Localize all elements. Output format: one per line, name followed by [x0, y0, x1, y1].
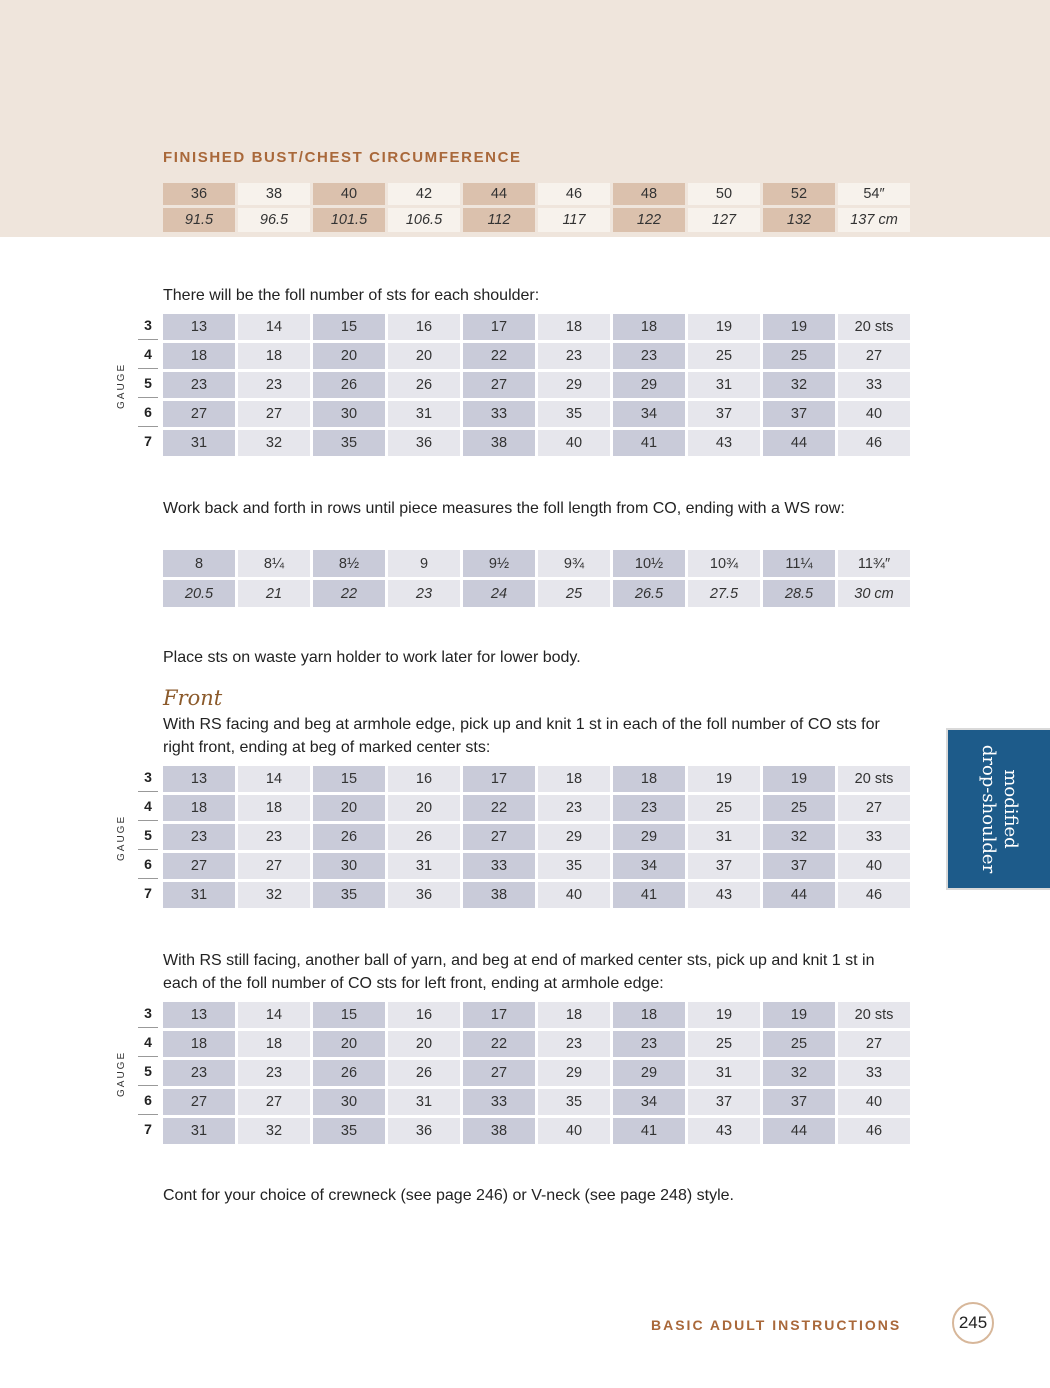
table-cell: 34 [613, 853, 685, 879]
table-cell: 23 [163, 372, 235, 398]
chapter-tab-line: drop-shoulder [978, 744, 999, 874]
table-cell: 37 [763, 401, 835, 427]
table-cell: 36 [163, 183, 235, 205]
table-cell: 44 [463, 183, 535, 205]
table-cell: 37 [688, 1089, 760, 1115]
table-cell: 20 [388, 343, 460, 369]
table-cell: 18 [238, 795, 310, 821]
table-cell: 46 [838, 430, 910, 456]
table-cell: 18 [238, 343, 310, 369]
table-row [163, 1060, 910, 1086]
table-cell: 23 [538, 795, 610, 821]
table-cell: 23 [163, 1060, 235, 1086]
table-cell: 32 [238, 430, 310, 456]
table-cell: 29 [538, 1060, 610, 1086]
table-cell: 9½ [463, 550, 535, 577]
length-cm-row [163, 580, 910, 607]
table-cell: 38 [463, 430, 535, 456]
table-cell: 36 [388, 430, 460, 456]
table-cell: 112 [463, 208, 535, 232]
table-cell: 25 [688, 795, 760, 821]
table-cell: 18 [163, 1031, 235, 1057]
gauge-number: 6 [136, 850, 160, 879]
table-cell: 26 [313, 1060, 385, 1086]
table-cell: 31 [388, 1089, 460, 1115]
table-cell: 27 [838, 1031, 910, 1057]
table-cell: 33 [463, 401, 535, 427]
table-cell: 33 [838, 372, 910, 398]
running-footer: BASIC ADULT INSTRUCTIONS [651, 1317, 902, 1333]
table-cell: 31 [388, 401, 460, 427]
table-cell: 23 [613, 795, 685, 821]
table-cell: 22 [463, 1031, 535, 1057]
table-cell: 30 [313, 401, 385, 427]
table-cell: 32 [763, 372, 835, 398]
table-row [163, 1089, 910, 1115]
table-cell: 40 [838, 1089, 910, 1115]
chapter-tab-label [977, 729, 1021, 889]
table-row [163, 430, 910, 456]
left-front-instructions: With RS still facing, another ball of yarn, and beg at end of marked center sts, pick up and knit 1 st in each of the foll number of CO sts for left front, ending at armhole edge: [163, 952, 875, 992]
table-cell: 22 [313, 580, 385, 607]
table-cell: 31 [388, 853, 460, 879]
table-cell: 26 [313, 824, 385, 850]
right-front-instructions: With RS facing and beg at armhole edge, pick up and knit 1 st in each of the foll number of CO sts for right front, ending at beg of marked center sts: [163, 716, 880, 756]
table-cell: 44 [763, 882, 835, 908]
table-cell: 35 [538, 401, 610, 427]
table-cell: 28.5 [763, 580, 835, 607]
table-cell: 18 [613, 766, 685, 792]
table-cell: 43 [688, 430, 760, 456]
table-cell: 31 [688, 824, 760, 850]
table-cell: 33 [838, 1060, 910, 1086]
table-cell: 19 [763, 766, 835, 792]
table-row [163, 314, 910, 340]
table-cell: 31 [163, 882, 235, 908]
table-cell: 34 [613, 1089, 685, 1115]
table-cell: 20 sts [838, 766, 910, 792]
table-cell: 35 [313, 1118, 385, 1144]
table-cell: 23 [163, 824, 235, 850]
table-cell: 27 [838, 343, 910, 369]
table-cell: 22 [463, 795, 535, 821]
table-cell: 20 [313, 795, 385, 821]
table-cell: 13 [163, 314, 235, 340]
table-cell: 41 [613, 1118, 685, 1144]
table-cell: 17 [463, 1002, 535, 1028]
table-cell: 29 [538, 372, 610, 398]
table-cell: 11¼ [763, 550, 835, 577]
gauge-numbers [136, 311, 160, 456]
table-cell: 26 [388, 372, 460, 398]
table-cell: 19 [763, 314, 835, 340]
right-front-sts-table [160, 763, 913, 911]
table-cell: 43 [688, 1118, 760, 1144]
table-cell: 24 [463, 580, 535, 607]
table-cell: 38 [463, 882, 535, 908]
table-cell: 27.5 [688, 580, 760, 607]
table-cell: 44 [763, 430, 835, 456]
table-cell: 122 [613, 208, 685, 232]
table-cell: 27 [163, 401, 235, 427]
table-row [163, 343, 910, 369]
table-cell: 11¾″ [838, 550, 910, 577]
gauge-number: 4 [136, 1028, 160, 1057]
table-cell: 16 [388, 766, 460, 792]
table-cell: 18 [538, 766, 610, 792]
table-cell: 10¾ [688, 550, 760, 577]
table-cell: 37 [763, 1089, 835, 1115]
table-cell: 25 [763, 795, 835, 821]
table-cell: 29 [613, 1060, 685, 1086]
table-cell: 37 [688, 853, 760, 879]
table-cell: 29 [538, 824, 610, 850]
holder-instructions: Place sts on waste yarn holder to work later for lower body. [163, 649, 581, 666]
table-cell: 40 [838, 401, 910, 427]
table-cell: 25 [763, 343, 835, 369]
gauge-number: 7 [144, 433, 152, 449]
table-cell: 32 [763, 824, 835, 850]
table-cell: 15 [313, 766, 385, 792]
table-cell: 35 [313, 882, 385, 908]
table-cell: 32 [763, 1060, 835, 1086]
gauge-number: 7 [144, 1121, 152, 1137]
table-cell: 18 [613, 314, 685, 340]
neckline-instructions: Cont for your choice of crewneck (see page 246) or V-neck (see page 248) style. [163, 1187, 734, 1204]
table-cell: 38 [463, 1118, 535, 1144]
table-cell: 40 [538, 1118, 610, 1144]
table-cell: 22 [463, 343, 535, 369]
left-front-sts-table [160, 999, 913, 1147]
table-cell: 20.5 [163, 580, 235, 607]
table-cell: 96.5 [238, 208, 310, 232]
table-cell: 27 [838, 795, 910, 821]
table-cell: 20 [388, 795, 460, 821]
table-cell: 40 [538, 882, 610, 908]
table-cell: 44 [763, 1118, 835, 1144]
table-cell: 101.5 [313, 208, 385, 232]
table-row [163, 882, 910, 908]
gauge-numbers [136, 763, 160, 908]
table-cell: 9¾ [538, 550, 610, 577]
table-cell: 48 [613, 183, 685, 205]
gauge-number: 3 [136, 999, 160, 1028]
table-cell: 36 [388, 1118, 460, 1144]
table-cell: 29 [613, 372, 685, 398]
table-cell: 46 [838, 882, 910, 908]
table-cell: 127 [688, 208, 760, 232]
table-cell: 14 [238, 766, 310, 792]
table-cell: 26.5 [613, 580, 685, 607]
table-cell: 91.5 [163, 208, 235, 232]
table-cell: 132 [763, 208, 835, 232]
table-cell: 8¼ [238, 550, 310, 577]
bust-cm-row [163, 208, 910, 232]
table-cell: 23 [238, 1060, 310, 1086]
table-cell: 33 [463, 853, 535, 879]
gauge-number: 3 [136, 763, 160, 792]
table-cell: 31 [163, 1118, 235, 1144]
table-cell: 27 [238, 401, 310, 427]
table-cell: 25 [763, 1031, 835, 1057]
table-cell: 38 [238, 183, 310, 205]
length-inches-row [163, 550, 910, 577]
table-cell: 18 [613, 1002, 685, 1028]
table-row [163, 1002, 910, 1028]
table-row [163, 853, 910, 879]
gauge-number: 5 [136, 821, 160, 850]
gauge-label: GAUGE [116, 1050, 127, 1097]
shoulder-sts-table [160, 311, 913, 459]
table-cell: 43 [688, 882, 760, 908]
table-cell: 52 [763, 183, 835, 205]
table-cell: 35 [313, 430, 385, 456]
table-cell: 20 [313, 343, 385, 369]
table-cell: 23 [538, 343, 610, 369]
table-row [163, 1118, 910, 1144]
table-cell: 26 [313, 372, 385, 398]
table-cell: 13 [163, 766, 235, 792]
table-row [163, 1031, 910, 1057]
table-cell: 25 [688, 1031, 760, 1057]
table-cell: 34 [613, 401, 685, 427]
table-cell: 19 [688, 314, 760, 340]
gauge-number: 6 [136, 398, 160, 427]
table-cell: 26 [388, 1060, 460, 1086]
table-cell: 40 [313, 183, 385, 205]
table-cell: 23 [388, 580, 460, 607]
gauge-number: 6 [136, 1086, 160, 1115]
table-cell: 25 [538, 580, 610, 607]
table-cell: 35 [538, 853, 610, 879]
table-cell: 18 [238, 1031, 310, 1057]
gauge-label: GAUGE [116, 814, 127, 861]
table-cell: 25 [688, 343, 760, 369]
bust-inches-row [163, 183, 910, 205]
table-row [163, 401, 910, 427]
table-cell: 23 [538, 1031, 610, 1057]
table-cell: 32 [238, 882, 310, 908]
table-cell: 15 [313, 1002, 385, 1028]
table-cell: 14 [238, 314, 310, 340]
table-cell: 18 [163, 343, 235, 369]
table-cell: 14 [238, 1002, 310, 1028]
table-cell: 32 [238, 1118, 310, 1144]
table-cell: 42 [388, 183, 460, 205]
table-cell: 20 [313, 1031, 385, 1057]
table-cell: 30 [313, 853, 385, 879]
table-cell: 17 [463, 766, 535, 792]
table-cell: 8½ [313, 550, 385, 577]
chapter-tab-line: modified [1000, 769, 1021, 849]
table-cell: 19 [688, 766, 760, 792]
table-cell: 117 [538, 208, 610, 232]
table-cell: 37 [688, 401, 760, 427]
gauge-number: 5 [136, 1057, 160, 1086]
table-cell: 19 [763, 1002, 835, 1028]
table-cell: 21 [238, 580, 310, 607]
table-cell: 27 [463, 824, 535, 850]
table-cell: 17 [463, 314, 535, 340]
table-cell: 27 [163, 853, 235, 879]
table-cell: 27 [463, 372, 535, 398]
table-cell: 27 [463, 1060, 535, 1086]
front-heading: Front [163, 686, 223, 710]
table-cell: 20 sts [838, 1002, 910, 1028]
table-cell: 18 [163, 795, 235, 821]
table-cell: 35 [538, 1089, 610, 1115]
table-cell: 20 sts [838, 314, 910, 340]
length-table [160, 547, 913, 610]
gauge-number: 3 [136, 311, 160, 340]
section-title: FINISHED BUST/CHEST CIRCUMFERENCE [163, 149, 522, 166]
table-cell: 18 [538, 1002, 610, 1028]
gauge-number: 4 [136, 792, 160, 821]
table-cell: 50 [688, 183, 760, 205]
table-cell: 31 [163, 430, 235, 456]
table-cell: 41 [613, 882, 685, 908]
table-cell: 40 [538, 430, 610, 456]
gauge-label: GAUGE [116, 362, 127, 409]
table-cell: 36 [388, 882, 460, 908]
table-row [163, 795, 910, 821]
table-cell: 20 [388, 1031, 460, 1057]
table-cell: 19 [688, 1002, 760, 1028]
page-number: 245 [952, 1302, 994, 1344]
table-row [163, 372, 910, 398]
table-cell: 16 [388, 314, 460, 340]
table-cell: 13 [163, 1002, 235, 1028]
table-cell: 23 [613, 343, 685, 369]
table-cell: 46 [838, 1118, 910, 1144]
table-cell: 18 [538, 314, 610, 340]
table-cell: 27 [163, 1089, 235, 1115]
gauge-number: 4 [136, 340, 160, 369]
table-row [163, 824, 910, 850]
table-cell: 106.5 [388, 208, 460, 232]
table-cell: 23 [238, 824, 310, 850]
table-cell: 33 [838, 824, 910, 850]
bust-size-table [160, 180, 913, 235]
table-cell: 8 [163, 550, 235, 577]
table-cell: 26 [388, 824, 460, 850]
table-cell: 37 [763, 853, 835, 879]
table-cell: 41 [613, 430, 685, 456]
table-cell: 40 [838, 853, 910, 879]
length-instructions: Work back and forth in rows until piece measures the foll length from CO, ending with a WS row: [163, 500, 845, 517]
table-cell: 30 [313, 1089, 385, 1115]
chapter-tab [946, 728, 1050, 890]
table-cell: 23 [613, 1031, 685, 1057]
gauge-number: 5 [136, 369, 160, 398]
table-cell: 23 [238, 372, 310, 398]
table-cell: 27 [238, 853, 310, 879]
table-cell: 54″ [838, 183, 910, 205]
table-cell: 46 [538, 183, 610, 205]
table-cell: 137 cm [838, 208, 910, 232]
table-cell: 29 [613, 824, 685, 850]
table-cell: 27 [238, 1089, 310, 1115]
table-cell: 31 [688, 372, 760, 398]
table-cell: 9 [388, 550, 460, 577]
table-cell: 33 [463, 1089, 535, 1115]
gauge-numbers [136, 999, 160, 1144]
table-cell: 10½ [613, 550, 685, 577]
table-cell: 15 [313, 314, 385, 340]
table-cell: 16 [388, 1002, 460, 1028]
table-row [163, 766, 910, 792]
gauge-number: 7 [144, 885, 152, 901]
table-cell: 30 cm [838, 580, 910, 607]
shoulder-instructions: There will be the foll number of sts for each shoulder: [163, 287, 540, 304]
table-cell: 31 [688, 1060, 760, 1086]
